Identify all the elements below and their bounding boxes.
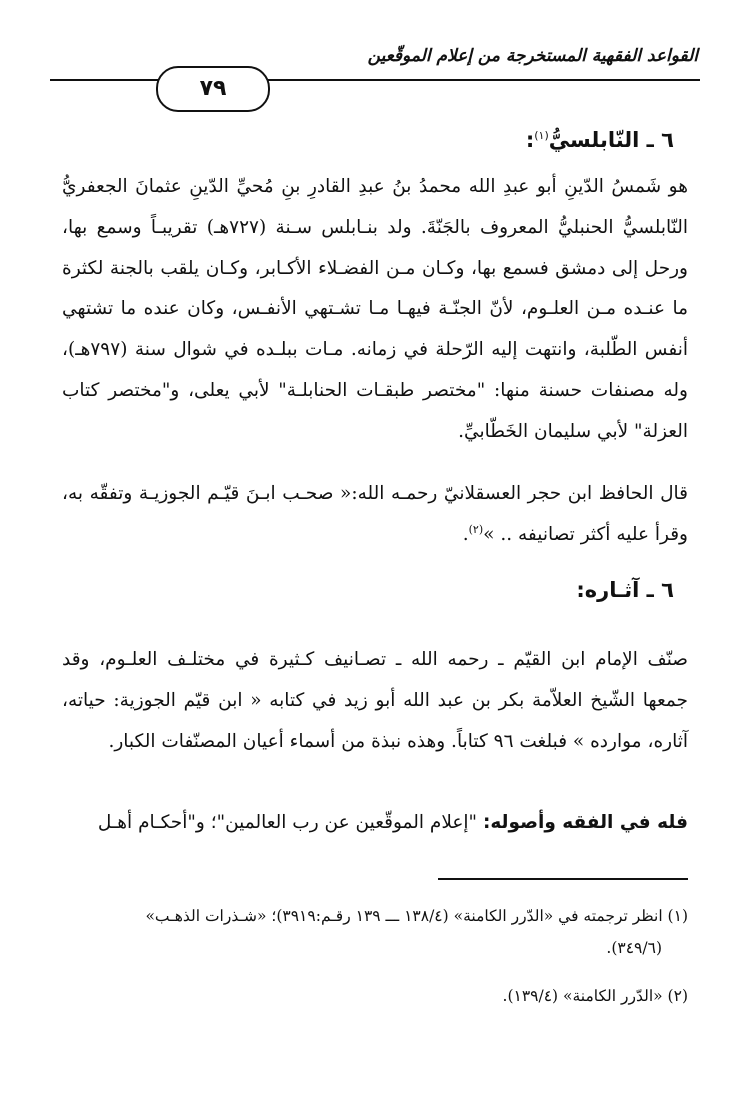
biography-paragraph: هو شَمسُ الدّينِ أبو عبدِ الله محمدُ بنُ عبدِ القادرِ بنِ مُحيِّ الدّينِ عثمانَ الجعفريُّ النّابلسيُّ الحنبليُّ المعروف بالجَنّةَ. ولد بنـابلس سـنة (٧٢٧هـ) تقريبـاً وسمع بها، ورحل إلى دمشق فسمع بها، وكـان مـن الفضـلاء الأكـابر، وكـان يلقب بالجنة لكثرة ما عنـده مـن العلـوم، لأنّ الجنّـة فيهـا مـا تشـتهي الأنفـس، وكان عنده ما تشتهي أنفس الطّلبة، وانتهت إليه الرّحلة في زمانه. مـات ببلـده في شوال سنة (٧٩٧هـ)، وله مصنفات حسنة منها: "مختصر طبقـات الحنابلـة" لأبي يعلى، و"مختصر كتاب العزلة" لأبي سليمان الخَطّابيِّ. [62, 176, 688, 442]
fiqh-works-paragraph [62, 803, 688, 844]
section-heading-works: ٦ ـ آثـاره: [576, 578, 674, 602]
footnote-2: (٢) «الدّرر الكامنة» (١٣٩/٤). [502, 987, 688, 1005]
quote-end: . [462, 523, 469, 545]
footnote-ref-1[interactable]: (١) [534, 129, 549, 142]
page-number: ٧٩ [156, 66, 270, 112]
fiqh-text: "إعلام الموقّعين عن رب العالمين"؛ و"أحكـام أهـل [97, 812, 483, 833]
works-paragraph: صنّف الإمام ابن القيّم ـ رحمه الله ـ تصـانيف كـثيرة في مختلـف العلـوم، وقد جمعها الشّيخ العلاّمة بكر بن عبد الله أبو زيد في كتابه « ابن قيّم الجوزية: حياته، آثاره، موارده » فبلغت ٩٦ كتاباً. وهذه نبذة من أسماء أعيان المصنّفات الكبار. [62, 649, 688, 752]
ibn-hajar-quote-paragraph [62, 474, 688, 556]
heading-colon: : [525, 128, 535, 152]
footnote-1-line-2: (٣٤٩/٦). [606, 939, 662, 957]
footnote-1-line-1: (١) انظر ترجمته في «الدّرر الكامنة» (١٣٨/٤ ـــ ١٣٩ رقـم:٣٩١٩)؛ «شـذرات الذهـب» [145, 907, 688, 925]
footnote-1 [66, 900, 688, 964]
quote-text: قال الحافظ ابن حجر العسقلانيّ رحمـه الله:« صحـب ابـنَ قيّـم الجوزيـة وتفقّه به، وقرأ عليه أكثر تصانيفه .. » [62, 483, 688, 545]
heading-text: ٦ ـ النّابلسيُّ [548, 128, 674, 152]
footnote-rule [438, 878, 688, 880]
footnote-ref-2[interactable]: (٢) [468, 522, 484, 536]
running-title: القواعد الفقهية المستخرجة من إعلام الموقّعين [367, 46, 698, 66]
section-heading-nabulsi [526, 128, 674, 152]
header-rule [50, 79, 700, 81]
fiqh-lead: فله في الفقه وأصوله: [482, 812, 688, 833]
